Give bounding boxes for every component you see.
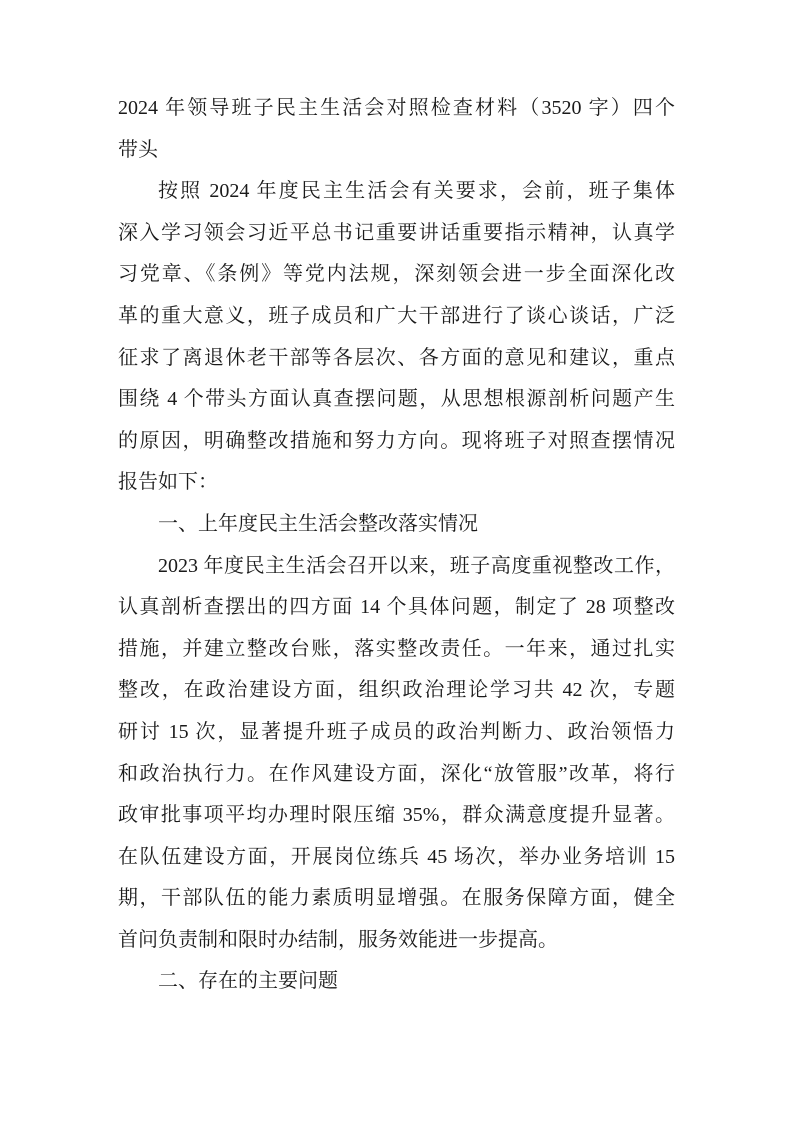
text-line: 一、上年度民主生活会整改落实情况	[158, 512, 478, 535]
text-line: 认真剖析查摆出的四方面 14 个具体问题，制定了 28 项整改	[118, 596, 675, 619]
body-paragraph	[118, 546, 675, 962]
document-title	[118, 88, 675, 171]
text-line: 革的重大意义，班子成员和广大干部进行了谈心谈话，广泛	[118, 304, 675, 327]
text-line: 和政治执行力。在作风建设方面，深化“放管服”改革，将行	[118, 762, 675, 785]
text-line: 措施，并建立整改台账，落实整改责任。一年来，通过扎实	[118, 637, 675, 660]
text-line: 期，干部队伍的能力素质明显增强。在服务保障方面，健全	[118, 887, 675, 910]
text-line: 整改，在政治建设方面，组织政治理论学习共 42 次，专题	[118, 679, 675, 702]
text-line: 首问负责制和限时办结制，服务效能进一步提高。	[118, 928, 558, 951]
text-line: 的原因，明确整改措施和努力方向。现将班子对照查摆情况	[118, 429, 675, 452]
section-heading	[118, 504, 675, 546]
text-line: 二、存在的主要问题	[158, 970, 338, 993]
text-line: 习党章、《条例》等党内法规，深刻领会进一步全面深化改	[118, 263, 675, 286]
document-content	[118, 88, 675, 1003]
text-line: 按照 2024 年度民主生活会有关要求，会前，班子集体	[158, 180, 675, 203]
body-paragraph	[118, 171, 675, 504]
text-line: 征求了离退休老干部等各层次、各方面的意见和建议，重点	[118, 346, 675, 369]
text-line: 报告如下：	[118, 471, 218, 494]
text-line: 围绕 4 个带头方面认真查摆问题，从思想根源剖析问题产生	[118, 388, 675, 411]
text-line: 深入学习领会习近平总书记重要讲话重要指示精神，认真学	[118, 221, 675, 244]
text-line: 带头	[118, 138, 158, 161]
text-line: 政审批事项平均办理时限压缩 35%，群众满意度提升显著。	[118, 804, 675, 827]
text-line: 在队伍建设方面，开展岗位练兵 45 场次，举办业务培训 15	[118, 845, 675, 868]
text-line: 2024 年领导班子民主生活会对照检查材料（3520 字）四个	[118, 97, 675, 119]
text-line: 2023 年度民主生活会召开以来，班子高度重视整改工作，	[158, 554, 675, 577]
section-heading	[118, 961, 675, 1003]
text-line: 研讨 15 次，显著提升班子成员的政治判断力、政治领悟力	[118, 720, 675, 743]
